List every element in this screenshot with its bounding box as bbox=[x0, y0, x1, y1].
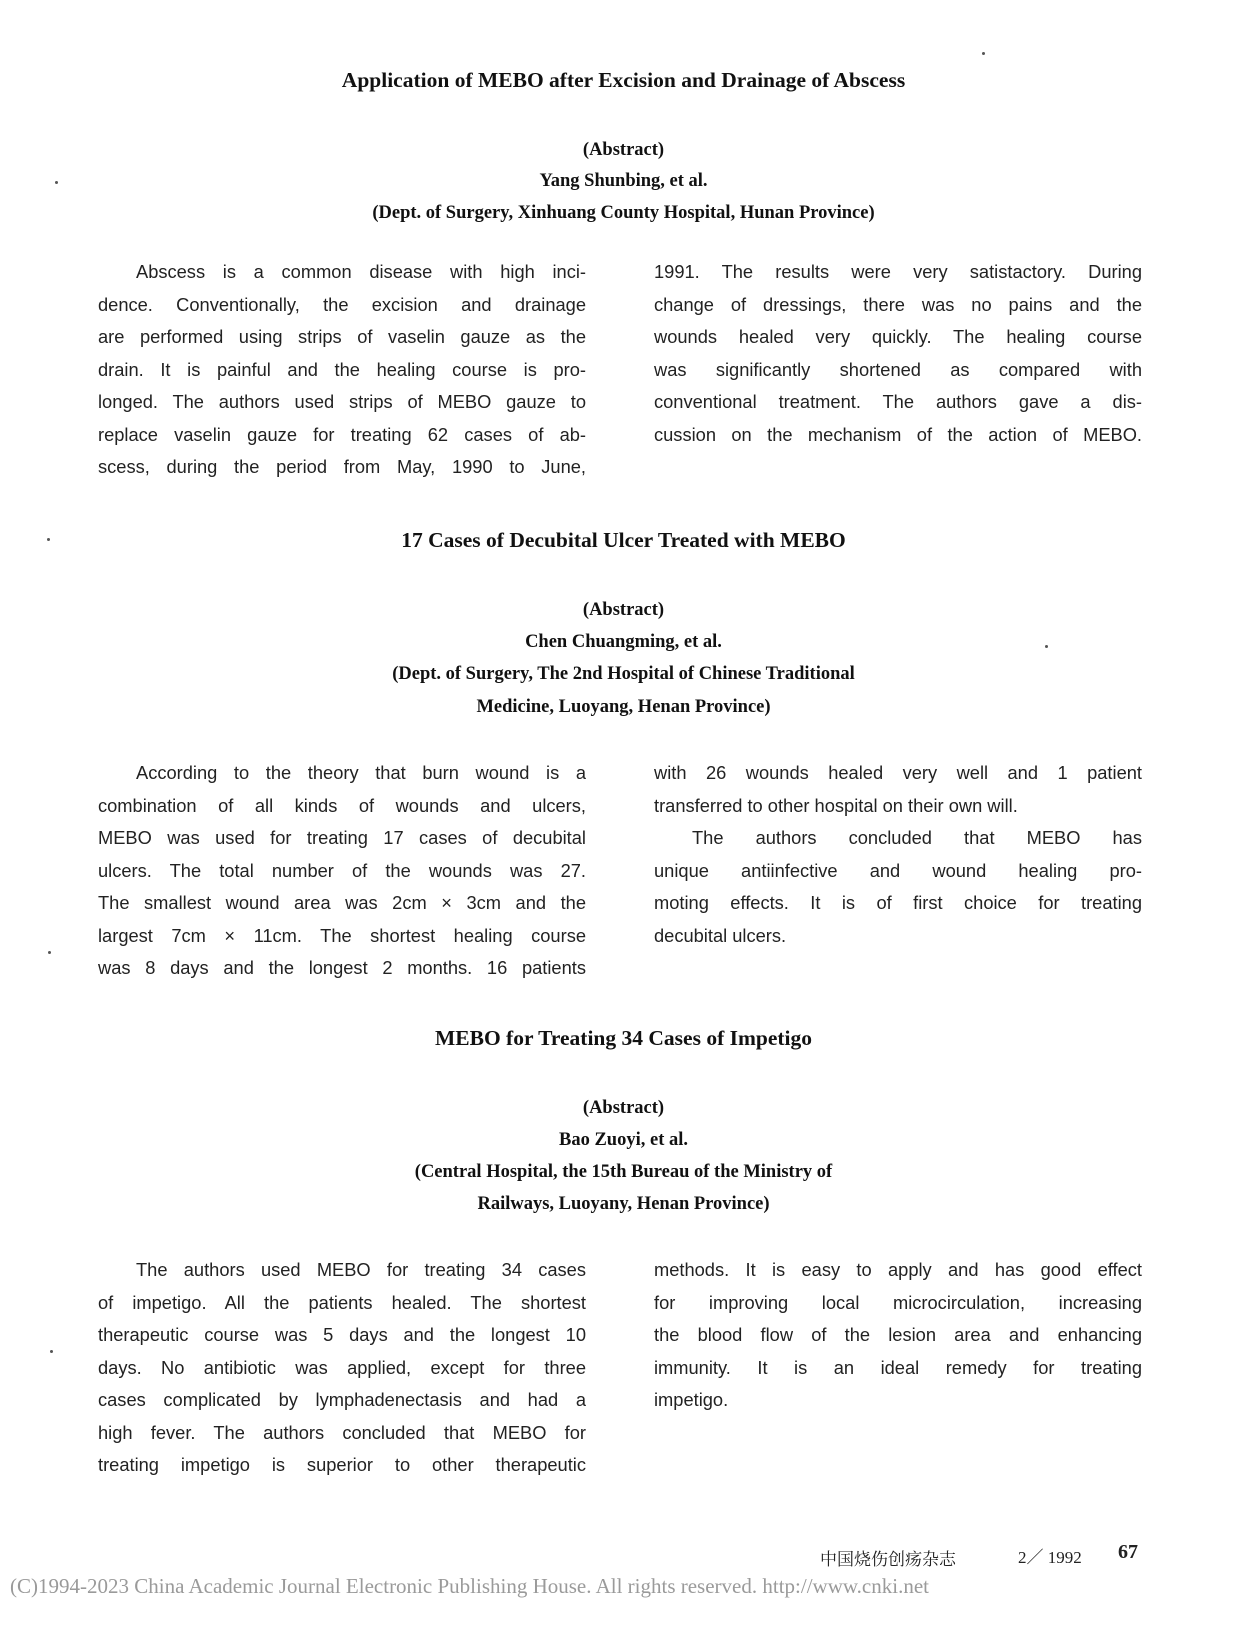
body-line: 1991. The results were very satistactory. During bbox=[654, 261, 1142, 282]
article-1-title: Application of MEBO after Excision and Drainage of Abscess bbox=[341, 68, 906, 92]
scan-speck bbox=[1045, 645, 1048, 648]
body-line: cussion on the mechanism of the action of MEBO. bbox=[654, 423, 1142, 445]
article-2-affiliation: Medicine, Luoyang, Henan Province) bbox=[476, 697, 771, 717]
body-line: methods. It is easy to apply and has good effect bbox=[654, 1259, 1142, 1280]
body-line: The authors concluded that MEBO has bbox=[692, 827, 1142, 848]
article-3-title: MEBO for Treating 34 Cases of Impetigo bbox=[434, 1026, 813, 1050]
body-line: longed. The authors used strips of MEBO gauze to bbox=[98, 391, 586, 412]
body-line: MEBO was used for treating 17 cases of decubital bbox=[98, 827, 586, 848]
body-line: unique antiinfective and wound healing pro- bbox=[654, 859, 1142, 881]
body-line: Abscess is a common disease with high inci- bbox=[136, 261, 586, 282]
body-line: therapeutic course was 5 days and the longest 10 bbox=[98, 1324, 586, 1345]
body-line: transferred to other hospital on their own will. bbox=[654, 794, 1018, 816]
body-line: the blood flow of the lesion area and enhancing bbox=[654, 1324, 1142, 1345]
body-line: According to the theory that burn wound is a bbox=[136, 762, 586, 783]
article-3-body-left bbox=[98, 1254, 586, 1482]
body-line: was significantly shortened as compared with bbox=[654, 358, 1142, 380]
article-2-body-left bbox=[98, 757, 586, 985]
body-line: scess, during the period from May, 1990 to June, bbox=[98, 456, 586, 477]
scan-speck bbox=[982, 52, 985, 55]
article-1-body-right bbox=[654, 256, 1142, 451]
article-1-affiliation: (Dept. of Surgery, Xinhuang County Hospital, Hunan Province) bbox=[372, 203, 875, 223]
body-line: are performed using strips of vaselin gauze as the bbox=[98, 326, 586, 347]
body-line: combination of all kinds of wounds and ulcers, bbox=[98, 794, 586, 816]
copyright-watermark: (C)1994-2023 China Academic Journal Electronic Publishing House. All rights reserved. http://www.cnki.net bbox=[10, 1574, 929, 1598]
body-line: wounds healed very quickly. The healing course bbox=[654, 326, 1142, 347]
body-line: conventional treatment. The authors gave a dis- bbox=[654, 391, 1142, 412]
body-line: decubital ulcers. bbox=[654, 924, 787, 946]
article-3-label: (Abstract) bbox=[582, 1098, 665, 1118]
scan-speck bbox=[50, 1350, 53, 1353]
article-2-title: 17 Cases of Decubital Ulcer Treated with MEBO bbox=[401, 528, 846, 552]
article-2-label: (Abstract) bbox=[582, 600, 665, 620]
issue-number: 2／ 1992 bbox=[1018, 1548, 1082, 1567]
article-1-label: (Abstract) bbox=[582, 140, 665, 160]
body-line: with 26 wounds healed very well and 1 patient bbox=[654, 762, 1142, 783]
article-2-author: Chen Chuangming, et al. bbox=[525, 632, 722, 652]
body-line: for improving local microcirculation, increasing bbox=[654, 1291, 1142, 1313]
body-line: of impetigo. All the patients healed. The shortest bbox=[98, 1291, 586, 1313]
scan-speck bbox=[48, 951, 51, 954]
article-3-affiliation: Railways, Luoyany, Henan Province) bbox=[477, 1194, 770, 1214]
article-1-author: Yang Shunbing, et al. bbox=[539, 171, 708, 191]
scan-speck bbox=[55, 181, 58, 184]
article-2-body-right bbox=[654, 757, 1142, 952]
body-line: cases complicated by lymphadenectasis and had a bbox=[98, 1389, 586, 1410]
body-line: was 8 days and the longest 2 months. 16 patients bbox=[98, 957, 586, 978]
article-2-affiliation: (Dept. of Surgery, The 2nd Hospital of Chinese Traditional bbox=[392, 664, 855, 684]
body-line: The smallest wound area was 2cm × 3cm and the bbox=[98, 892, 586, 913]
body-line: The authors used MEBO for treating 34 cases bbox=[136, 1259, 586, 1280]
body-line: immunity. It is an ideal remedy for treating bbox=[654, 1356, 1142, 1378]
body-line: replace vaselin gauze for treating 62 cases of ab- bbox=[98, 423, 586, 445]
article-3-affiliation: (Central Hospital, the 15th Bureau of the Ministry of bbox=[414, 1162, 833, 1182]
article-3-body-right bbox=[654, 1254, 1142, 1417]
article-3-author: Bao Zuoyi, et al. bbox=[559, 1130, 688, 1150]
body-line: drain. It is painful and the healing course is pro- bbox=[98, 358, 586, 380]
body-line: high fever. The authors concluded that MEBO for bbox=[98, 1421, 586, 1443]
article-1-body-left bbox=[98, 256, 586, 484]
journal-name: 中国烧伤创疡杂志 bbox=[820, 1550, 956, 1570]
body-line: treating impetigo is superior to other therapeutic bbox=[98, 1454, 586, 1475]
body-line: change of dressings, there was no pains and the bbox=[654, 293, 1142, 315]
body-line: impetigo. bbox=[654, 1389, 729, 1410]
body-line: ulcers. The total number of the wounds was 27. bbox=[98, 859, 586, 881]
page-number: 67 bbox=[1118, 1541, 1138, 1563]
body-line: largest 7cm × 11cm. The shortest healing course bbox=[98, 924, 586, 946]
body-line: dence. Conventionally, the excision and drainage bbox=[98, 293, 586, 315]
body-line: moting effects. It is of first choice for treating bbox=[654, 892, 1142, 913]
scan-speck bbox=[47, 538, 50, 541]
body-line: days. No antibiotic was applied, except for three bbox=[98, 1356, 586, 1378]
